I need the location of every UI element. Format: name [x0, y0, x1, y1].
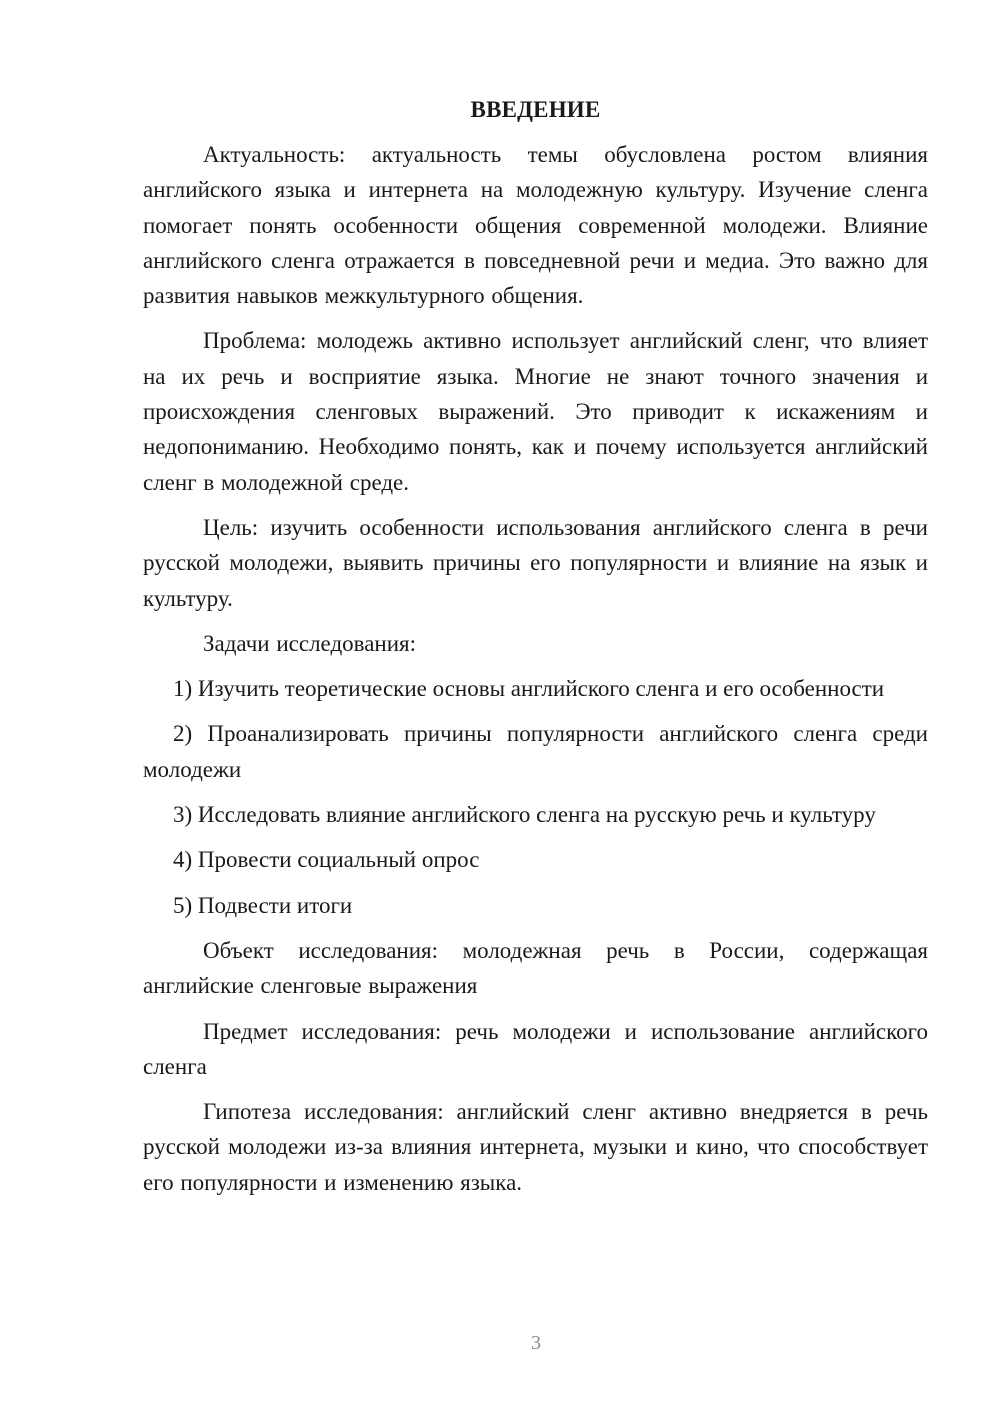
document-body — [143, 92, 928, 1210]
tasks-list — [143, 671, 928, 923]
hypothesis-paragraph: Гипотеза исследования: английский сленг активно внедряется в речь русской молодежи из-за влияния интернета, музыки и кино, что способствует его популярности и изменению языка. — [143, 1099, 928, 1195]
page-title: ВВЕДЕНИЕ — [470, 97, 601, 122]
task-item-3: 3) Исследовать влияние английского сленга на русскую речь и культуру — [173, 802, 876, 828]
relevance-paragraph: Актуальность: актуальность темы обусловлена ростом влияния английского языка и интернета на молодежную культуру. Изучение сленга помогает понять особенности общения современной молодежи. Влияние английского сленга отражается в повседневной речи и медиа. Это важно для развития навыков межкультурного общения. — [143, 142, 928, 309]
problem-paragraph: Проблема: молодежь активно использует английский сленг, что влияет на их речь и восприятие языка. Многие не знают точного значения и происхождения сленговых выражений. Это приводит к искажениям и недопониманию. Необходимо понять, как и почему используется английский сленг в молодежной среде. — [143, 328, 928, 495]
tasks-heading: Задачи исследования: — [203, 630, 417, 656]
subject-paragraph: Предмет исследования: речь молодежи и использование английского сленга — [143, 1018, 928, 1079]
task-item-1: 1) Изучить теоретические основы английского сленга и его особенности — [173, 676, 885, 702]
goal-paragraph: Цель: изучить особенности использования английского сленга в речи русской молодежи, выявить причины его популярности и влияние на язык и культуру. — [143, 514, 928, 611]
task-item-4: 4) Провести социальный опрос — [173, 847, 480, 873]
object-paragraph: Объект исследования: молодежная речь в России, содержащая английские сленговые выражения — [143, 937, 928, 999]
task-item-5: 5) Подвести итоги — [173, 892, 353, 918]
page-number: 3 — [531, 1332, 541, 1354]
task-item-2: 2) Проанализировать причины популярности английского сленга среди молодежи — [143, 721, 928, 782]
